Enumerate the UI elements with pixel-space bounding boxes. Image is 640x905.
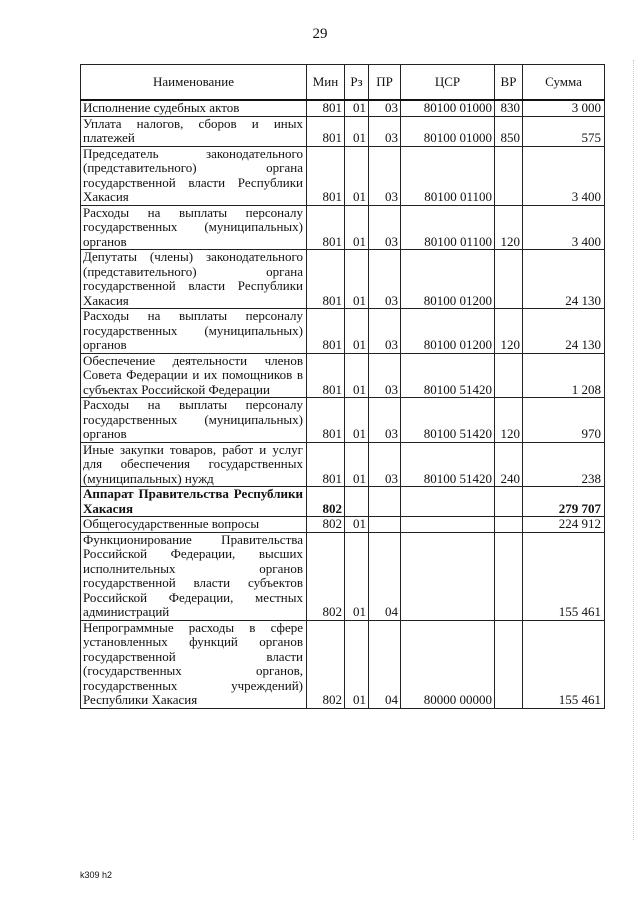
cell-sum: 970 [523,398,605,443]
cell-csr [401,532,495,620]
cell-vr: 830 [495,100,523,116]
cell-min: 801 [307,146,345,205]
footer-code: k309 h2 [80,870,113,880]
cell-csr: 80100 01000 [401,100,495,116]
cell-sum: 155 461 [523,532,605,620]
cell-pr: 03 [369,442,401,487]
column-header-sum: Сумма [523,65,605,101]
cell-csr: 80100 01100 [401,146,495,205]
cell-name: Иные закупки товаров, работ и услуг для обеспечения государственных (муниципальных) нужд [81,442,307,487]
cell-min: 801 [307,116,345,146]
cell-name: Обеспечение деятельности членов Совета Федерации и их помощников в субъектах Российской Федерации [81,353,307,398]
cell-rz: 01 [345,309,369,354]
cell-pr: 04 [369,532,401,620]
cell-min: 802 [307,517,345,533]
table-row [81,532,605,620]
cell-vr [495,487,523,517]
cell-rz: 01 [345,146,369,205]
cell-sum: 575 [523,116,605,146]
column-header-min: Мин [307,65,345,101]
cell-csr: 80100 01000 [401,116,495,146]
column-header-csr: ЦСР [401,65,495,101]
cell-pr: 03 [369,353,401,398]
cell-name: Уплата налогов, сборов и иных платежей [81,116,307,146]
cell-vr [495,517,523,533]
cell-name: Аппарат Правительства Республики Хакасия [81,487,307,517]
column-header-pr: ПР [369,65,401,101]
cell-vr [495,353,523,398]
scan-edge-mark [632,60,634,840]
cell-min: 801 [307,250,345,309]
cell-pr: 03 [369,146,401,205]
cell-csr [401,487,495,517]
cell-name: Расходы на выплаты персоналу государственных (муниципальных) органов [81,205,307,250]
cell-pr: 04 [369,620,401,708]
cell-sum: 155 461 [523,620,605,708]
cell-pr: 03 [369,309,401,354]
cell-vr [495,250,523,309]
cell-vr [495,620,523,708]
cell-sum: 279 707 [523,487,605,517]
cell-min: 801 [307,100,345,116]
cell-sum: 3 400 [523,205,605,250]
cell-pr: 03 [369,116,401,146]
cell-min: 801 [307,205,345,250]
cell-min: 802 [307,487,345,517]
table-row [81,517,605,533]
cell-min: 801 [307,353,345,398]
cell-rz: 01 [345,532,369,620]
cell-name: Председатель законодательного (представительного) органа государственной власти Республики Хакасия [81,146,307,205]
cell-csr: 80100 01100 [401,205,495,250]
cell-sum: 238 [523,442,605,487]
cell-rz: 01 [345,442,369,487]
cell-rz: 01 [345,116,369,146]
table-body [81,100,605,708]
cell-csr: 80100 01200 [401,309,495,354]
cell-min: 802 [307,532,345,620]
cell-pr: 03 [369,205,401,250]
cell-csr: 80100 01200 [401,250,495,309]
table-row [81,353,605,398]
cell-vr: 850 [495,116,523,146]
cell-vr [495,532,523,620]
column-header-vr: ВР [495,65,523,101]
cell-name: Расходы на выплаты персоналу государственных (муниципальных) органов [81,309,307,354]
cell-name: Общегосударственные вопросы [81,517,307,533]
cell-sum: 3 000 [523,100,605,116]
cell-csr: 80100 51420 [401,442,495,487]
cell-sum: 3 400 [523,146,605,205]
column-header-rz: Рз [345,65,369,101]
cell-name: Исполнение судебных актов [81,100,307,116]
cell-pr: 03 [369,250,401,309]
cell-sum: 24 130 [523,250,605,309]
cell-name: Непрограммные расходы в сфере установленных функций органов государственной власти (государственных органов, государственных учреждений) Республики Хакасия [81,620,307,708]
budget-table [80,64,605,709]
cell-csr: 80100 51420 [401,353,495,398]
table-row [81,620,605,708]
cell-csr [401,517,495,533]
cell-vr: 120 [495,398,523,443]
table-row [81,487,605,517]
column-header-name: Наименование [81,65,307,101]
cell-pr: 03 [369,398,401,443]
cell-pr: 03 [369,100,401,116]
cell-sum: 1 208 [523,353,605,398]
table-row [81,116,605,146]
cell-vr: 240 [495,442,523,487]
cell-min: 801 [307,398,345,443]
cell-vr: 120 [495,205,523,250]
cell-min: 801 [307,309,345,354]
table-row [81,250,605,309]
table-header-row [81,65,605,101]
table-row [81,205,605,250]
cell-min: 802 [307,620,345,708]
table-row [81,100,605,116]
table-row [81,146,605,205]
cell-rz: 01 [345,620,369,708]
cell-name: Депутаты (члены) законодательного (представительного) органа государственной власти Республики Хакасия [81,250,307,309]
page-number: 29 [312,26,328,42]
cell-rz: 01 [345,517,369,533]
cell-name: Функционирование Правительства Российской Федерации, высших исполнительных органов государственной власти субъектов Российской Федерации, местных администраций [81,532,307,620]
cell-rz [345,487,369,517]
table-row [81,309,605,354]
table-row [81,398,605,443]
cell-csr: 80000 00000 [401,620,495,708]
cell-vr: 120 [495,309,523,354]
cell-csr: 80100 51420 [401,398,495,443]
cell-rz: 01 [345,353,369,398]
cell-rz: 01 [345,100,369,116]
cell-min: 801 [307,442,345,487]
cell-vr [495,146,523,205]
table-row [81,442,605,487]
budget-table-container [80,64,605,709]
cell-sum: 224 912 [523,517,605,533]
cell-sum: 24 130 [523,309,605,354]
cell-pr [369,487,401,517]
cell-rz: 01 [345,250,369,309]
cell-pr [369,517,401,533]
cell-rz: 01 [345,205,369,250]
cell-rz: 01 [345,398,369,443]
cell-name: Расходы на выплаты персоналу государственных (муниципальных) органов [81,398,307,443]
